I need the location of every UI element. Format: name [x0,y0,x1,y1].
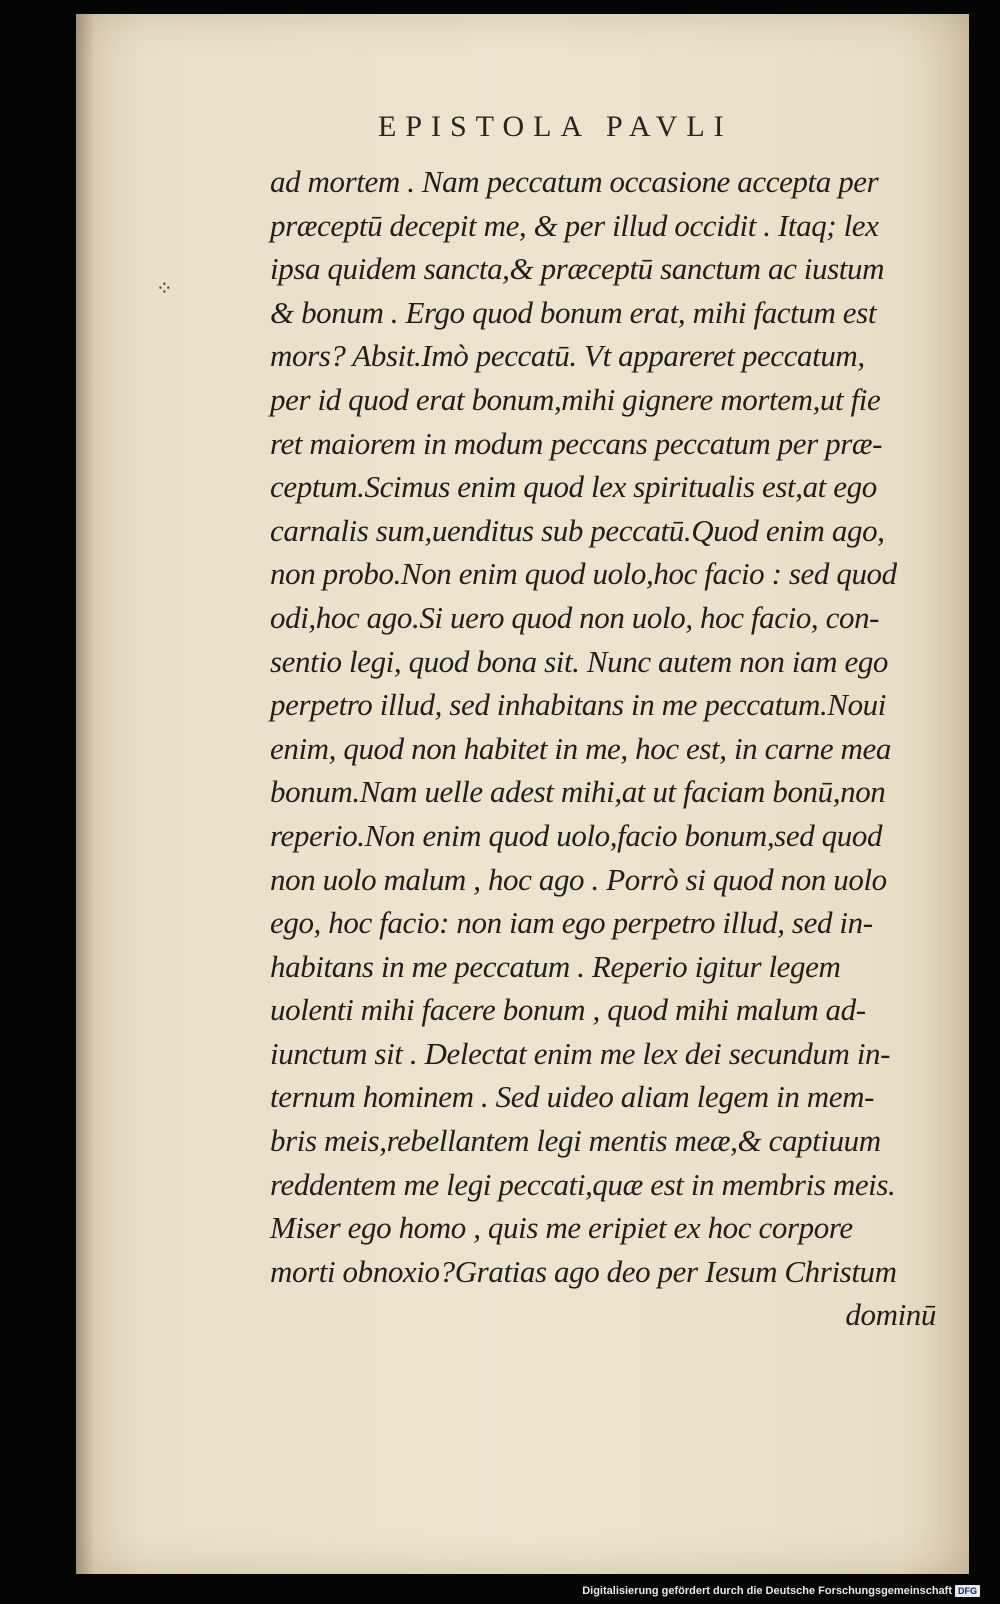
text-line: Miser ego homo , quis me eripiet ex hoc corpore [270,1210,853,1246]
text-line: morti obnoxio?Gratias ago deo per Iesum Christum [270,1253,897,1289]
text-line: iunctum sit . Delectat enim me lex dei secundum in- [270,1035,891,1071]
text-line: habitans in me peccatum . Reperio igitur legem [270,948,841,984]
credit-text: Digitalisierung gefördert durch die Deutsche Forschungsgemeinschaft [582,1585,952,1597]
text-line: ego, hoc facio: non iam ego perpetro illud, sed in- [270,905,873,941]
running-head: EPISTOLA PAVLI [378,110,733,143]
text-line: mors? Absit.Imò peccatū. Vt appareret peccatum, [270,338,865,374]
text-line: ret maiorem in modum peccans peccatum per præ- [270,425,883,461]
text-line: ceptum.Scimus enim quod lex spiritualis est,at ego [270,469,877,505]
text-line: reddentem me legi peccati,quæ est in membris meis. [270,1166,896,1202]
text-line: carnalis sum,uenditus sub peccatū.Quod enim ago, [270,512,885,548]
text-line: non probo.Non enim quod uolo,hoc facio : sed quod [270,556,897,592]
text-line: ad mortem . Nam peccatum occasione accepta per [270,164,879,199]
digitization-credit [582,1580,980,1602]
text-line: odi,hoc ago.Si uero quod non uolo, hoc facio, con- [270,599,880,635]
margin-mark: ⁘ [156,278,173,300]
text-line: & bonum . Ergo quod bonum erat, mihi factum est [270,294,877,330]
text-line: ternum hominem . Sed uideo aliam legem in mem- [270,1079,875,1115]
spine-shadow [76,14,94,1574]
text-line: sentio legi, quod bona sit. Nunc autem non iam ego [270,643,889,679]
catchword: dominū [845,1297,936,1333]
text-line: per id quod erat bonum,mihi gignere mortem,ut fie [270,381,881,417]
text-line: præceptū decepit me, & per illud occidit . Itaq; lex [270,207,879,243]
text-line: non uolo malum , hoc ago . Porrò si quod non uolo [270,861,887,897]
text-line: bonum.Nam uelle adest mihi,at ut faciam bonū,non [270,774,886,810]
text-line: uolenti mihi facere bonum , quod mihi malum ad- [270,992,866,1028]
text-line: perpetro illud, sed inhabitans in me peccatum.Noui [270,687,886,723]
text-line: ipsa quidem sancta,& præceptū sanctum ac iustum [270,251,885,287]
dfg-logo-icon: DFG [955,1585,980,1597]
text-line: bris meis,rebellantem legi mentis meæ,& captiuum [270,1123,881,1159]
text-line: enim, quod non habitet in me, hoc est, in carne mea [270,730,892,766]
text-line: reperio.Non enim quod uolo,facio bonum,sed quod [270,817,883,853]
text-block [270,160,950,1337]
